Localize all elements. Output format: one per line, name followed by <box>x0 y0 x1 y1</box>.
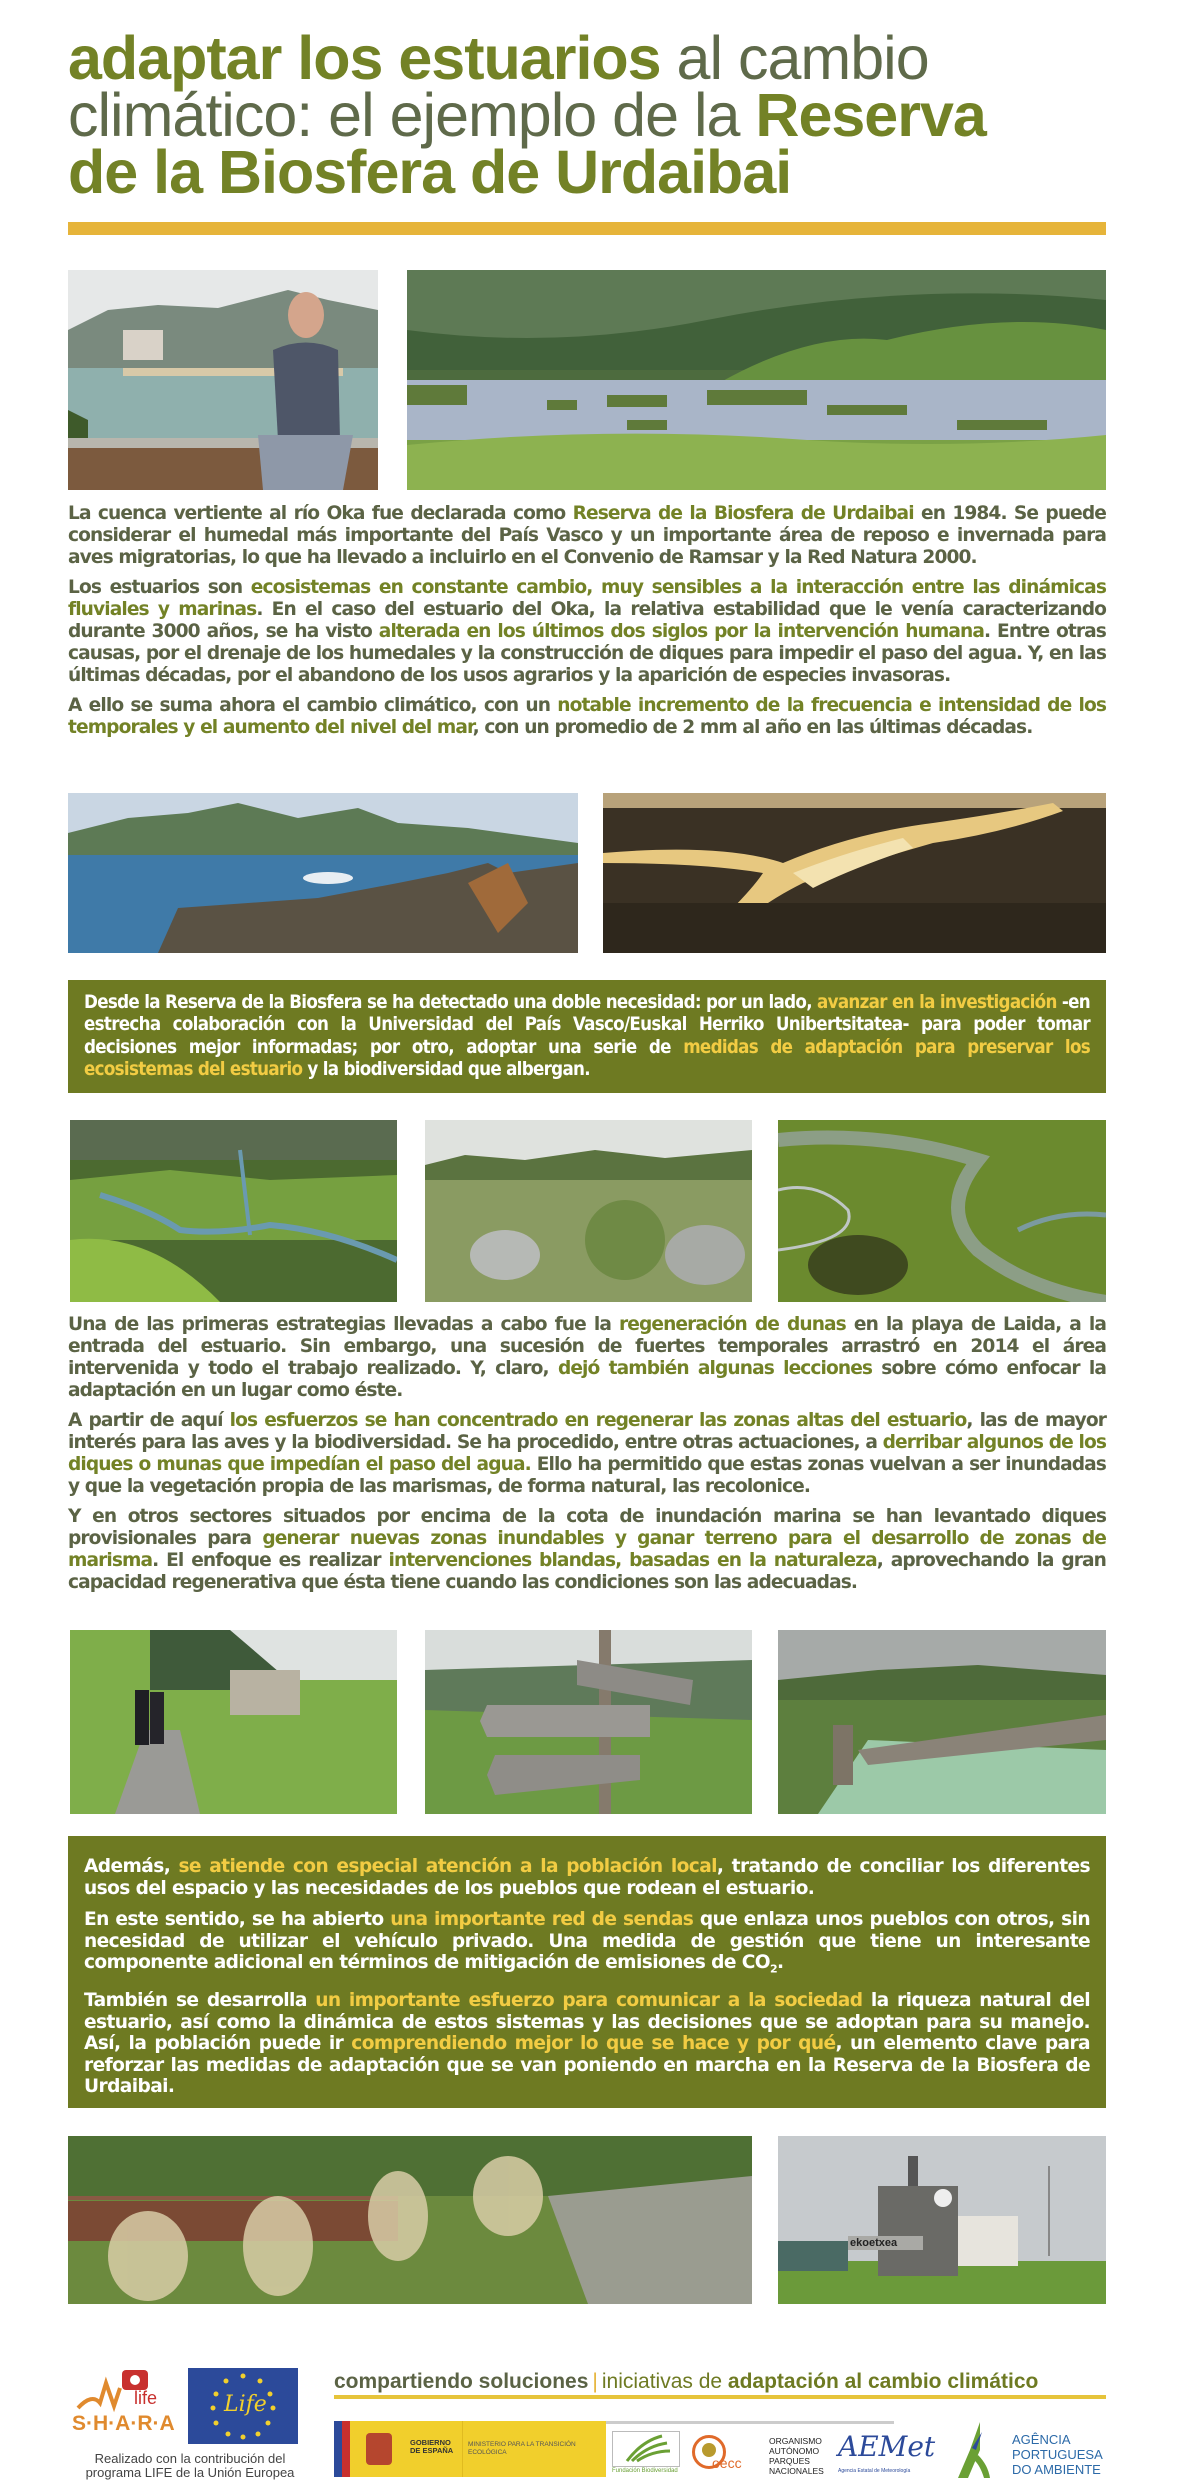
title-line-2: climático: el ejemplo de la Reserva <box>68 81 986 149</box>
text-run: Y en otros sectores situados por encima de la cota de inundación marina se han levantado diques provisionales para <box>68 1506 1106 1549</box>
intro-paragraph-1 <box>68 503 1106 569</box>
fundacion-label: Fundación Biodiversidad <box>612 2468 678 2474</box>
highlighted-text: dejó también algunas lecciones <box>557 1358 873 1379</box>
highlighted-text: alterada en los últimos dos siglos por la intervención humana <box>378 621 985 642</box>
eu-life-logo <box>188 2368 298 2444</box>
gobierno-espana-logo <box>334 2421 606 2477</box>
highlighted-text: una importante red de sendas <box>390 1909 694 1930</box>
highlighted-text: notable incremento de la frecuencia e intensidad de los temporales y el aumento del nivel del mar <box>68 695 1106 738</box>
eu-flag-strip <box>334 2421 342 2477</box>
parques-nacionales-logo: ORGANISMO AUTÓNOMO PARQUES NACIONALES <box>769 2436 824 2476</box>
intro-text <box>68 503 1106 739</box>
box1-paragraph <box>84 992 1090 1081</box>
aemet-logo <box>838 2430 936 2478</box>
text-run: También se desarrolla <box>84 1990 316 2012</box>
middle-paragraph-2 <box>68 1410 1106 1498</box>
photo-man-by-estuary <box>68 270 378 490</box>
photo-ekoetxea-building <box>778 2136 1106 2304</box>
spain-flag-strip <box>342 2421 350 2477</box>
text-run: , aprovechando la gran capacidad regenerativa que ésta tiene cuando las condiciones son las adecuadas. <box>68 1550 1106 1593</box>
text-run: que enlaza unos pueblos con otros, sin necesidad de utilizar el vehículo privado. Una medida de gestión que tiene un interesante componente adicional en términos de mitigación de emisiones de CO <box>84 1909 1091 1973</box>
text-run: A partir de aquí <box>68 1410 230 1431</box>
fundacion-biodiversidad-logo <box>612 2431 680 2477</box>
aemet-label: AEMet <box>838 2430 936 2463</box>
highlighted-text: los esfuerzos se han concentrado en regenerar las zonas altas del estuario <box>229 1410 967 1431</box>
text-run: . En el caso del estuario del Oka, la relativa estabilidad que le venía caracterizando durante 3000 años, se ha visto <box>68 599 1107 642</box>
shara-life-logo <box>72 2368 175 2448</box>
highlight-box-local-population <box>68 1836 1106 2108</box>
text-run: la riqueza natural del estuario, así como la dinámica de estos sistemas y las decisiones que se adoptan para su manejo. Así, la población puede ir <box>84 1990 1090 2055</box>
text-run: A ello se suma ahora el cambio climático, con un <box>68 695 558 716</box>
photo-aerial-valley-river <box>70 1120 397 1302</box>
text-run: , con un promedio de 2 mm al año en las últimas décadas. <box>472 717 1033 738</box>
apa-logo-mark <box>940 2420 1000 2478</box>
intro-paragraph-3 <box>68 695 1106 739</box>
text-run: en 1984. Se puede considerar el humedal más importante del País Vasco y un importante área de reposo e invernada para aves migratorias, lo que ha llevado a incluirlo en el Convenio de Ramsar y la Red Natura 2000. <box>68 503 1106 568</box>
text-run: , las de mayor interés para las aves y la biodiversidad. Se ha procedido, entre otras actuaciones, a <box>68 1410 1106 1453</box>
page-title <box>68 24 1128 206</box>
intro-paragraph-2 <box>68 577 1106 687</box>
highlighted-text: regeneración de dunas <box>618 1314 846 1335</box>
photo-coast-waves <box>68 793 578 953</box>
divider <box>462 2421 463 2477</box>
photo-estuary-sunset-aerial <box>603 793 1106 953</box>
life-credit: Realizado con la contribución del programa LIFE de la Unión Europea <box>85 2451 295 2480</box>
middle-text <box>68 1314 1106 1594</box>
highlighted-text: ecosistemas en constante cambio, muy sensibles a la interacción entre las dinámicas fluviales y marinas <box>68 577 1106 620</box>
text-run: y la biodiversidad que albergan. <box>302 1058 590 1080</box>
highlighted-text: un importante esfuerzo para comunicar a la sociedad <box>315 1990 863 2012</box>
text-run: Desde la Reserva de la Biosfera se ha detectado una doble necesidad: por un lado, <box>84 992 818 1013</box>
text-run: Ello ha permitido que estas zonas vuelvan a ser inundadas y que la vegetación propia de las marismas, de forma natural, las recolonice. <box>68 1454 1106 1497</box>
photo-walkers-path <box>70 1630 397 1814</box>
box2-paragraph-3 <box>84 1990 1090 2098</box>
shara-name: S·H·A·R·A <box>72 2412 175 2435</box>
highlighted-text: medidas de adaptación para preservar los ecosistemas del estuario <box>84 1036 1090 1080</box>
title-underline <box>68 222 1106 235</box>
gray-divider-line <box>606 2421 894 2424</box>
photo-signpost <box>425 1630 752 1814</box>
footer-title: compartiendo soluciones | iniciativas de adaptación al cambio climático <box>334 2370 1039 2393</box>
aemet-sub-label: Agencia Estatal de Meteorología <box>838 2468 911 2474</box>
text-run: -en estrecha colaboración con la Universidad del País Vasco/Euskal Herriko Unibertsitatea- para poder tomar decisiones mejor informadas; por otro, adoptar una serie de <box>84 992 1090 1058</box>
photo-marsh-wetland <box>407 270 1106 490</box>
text-run: En este sentido, se ha abierto <box>84 1909 391 1930</box>
highlighted-text: avanzar en la investigación <box>817 992 1057 1013</box>
text-run: sobre cómo enfocar la adaptación en un lugar como éste. <box>68 1358 1106 1401</box>
photo-reed-pond <box>425 1120 752 1302</box>
text-run: Además, <box>84 1856 179 1877</box>
footer-underline <box>334 2395 1106 2399</box>
coat-of-arms-icon <box>366 2433 392 2465</box>
shara-life-label: life <box>134 2388 158 2408</box>
text-run: . <box>777 1952 784 1973</box>
highlighted-text: se atiende con especial atención a la población local <box>178 1856 717 1877</box>
oecc-label: oecc <box>712 2455 742 2471</box>
highlighted-text: derribar algunos de los diques o munas que impedían el paso del agua. <box>68 1432 1107 1475</box>
text-run: , tratando de conciliar los diferentes usos del espacio y las necesidades de los pueblos que rodean el estuario. <box>84 1856 1090 1899</box>
text-run: 2 <box>769 1962 778 1976</box>
text-run: , un elemento clave para reforzar las medidas de adaptación que se van poniendo en marcha en la Reserva de la Biosfera de Urdaibai. <box>84 2033 1091 2098</box>
gobierno-label: GOBIERNO DE ESPAÑA <box>410 2438 454 2455</box>
photo-boardwalk-canal <box>68 2136 752 2304</box>
middle-paragraph-1 <box>68 1314 1106 1402</box>
text-run: Los estuarios son <box>68 577 251 598</box>
photo-aerial-meander <box>778 1120 1106 1302</box>
highlighted-text: comprendiendo mejor lo que se hace y por qué <box>351 2033 836 2055</box>
highlight-box-research <box>68 980 1106 1093</box>
eu-life-label: Life <box>224 2392 267 2417</box>
text-run: . El enfoque es realizar <box>152 1550 389 1571</box>
highlighted-text: generar nuevas zonas inundables y ganar terreno para el desarrollo de zonas de marisma <box>68 1528 1106 1571</box>
title-line-3: de la Biosfera de Urdaibai <box>68 138 792 206</box>
photo-info-panel <box>778 1630 1106 1814</box>
highlighted-text: Reserva de la Biosfera de Urdaibai <box>572 503 914 524</box>
ministerio-label: MINISTERIO PARA LA TRANSICIÓN ECOLÓGICA <box>468 2441 576 2456</box>
oecc-logo <box>688 2431 748 2477</box>
apa-label: AGÊNCIA PORTUGUESA DO AMBIENTE <box>1012 2432 1103 2477</box>
ekoetxea-sign: ekoetxea <box>850 2237 898 2249</box>
middle-paragraph-3 <box>68 1506 1106 1594</box>
text-run: Una de las primeras estrategias llevadas a cabo fue la <box>68 1314 619 1335</box>
title-line-1: adaptar los estuarios al cambio <box>68 24 929 92</box>
box2-paragraph-1 <box>84 1856 1090 1899</box>
text-run: en la playa de Laida, a la entrada del estuario. Sin embargo, una sucesión de fuertes temporales arrastró en 2014 el área intervenida y todo el trabajo realizado. Y, claro, <box>68 1314 1107 1379</box>
highlighted-text: intervenciones blandas, basadas en la naturaleza <box>388 1550 877 1571</box>
text-run: La cuenca vertiente al río Oka fue declarada como <box>68 503 573 524</box>
text-run: . Entre otras causas, por el drenaje de los humedales y la construcción de diques para impedir el paso del agua. Y, en las últimas décadas, por el abandono de los usos agrarios y la aparición de especies invasoras. <box>68 621 1106 686</box>
box2-paragraph-2 <box>84 1909 1090 1980</box>
